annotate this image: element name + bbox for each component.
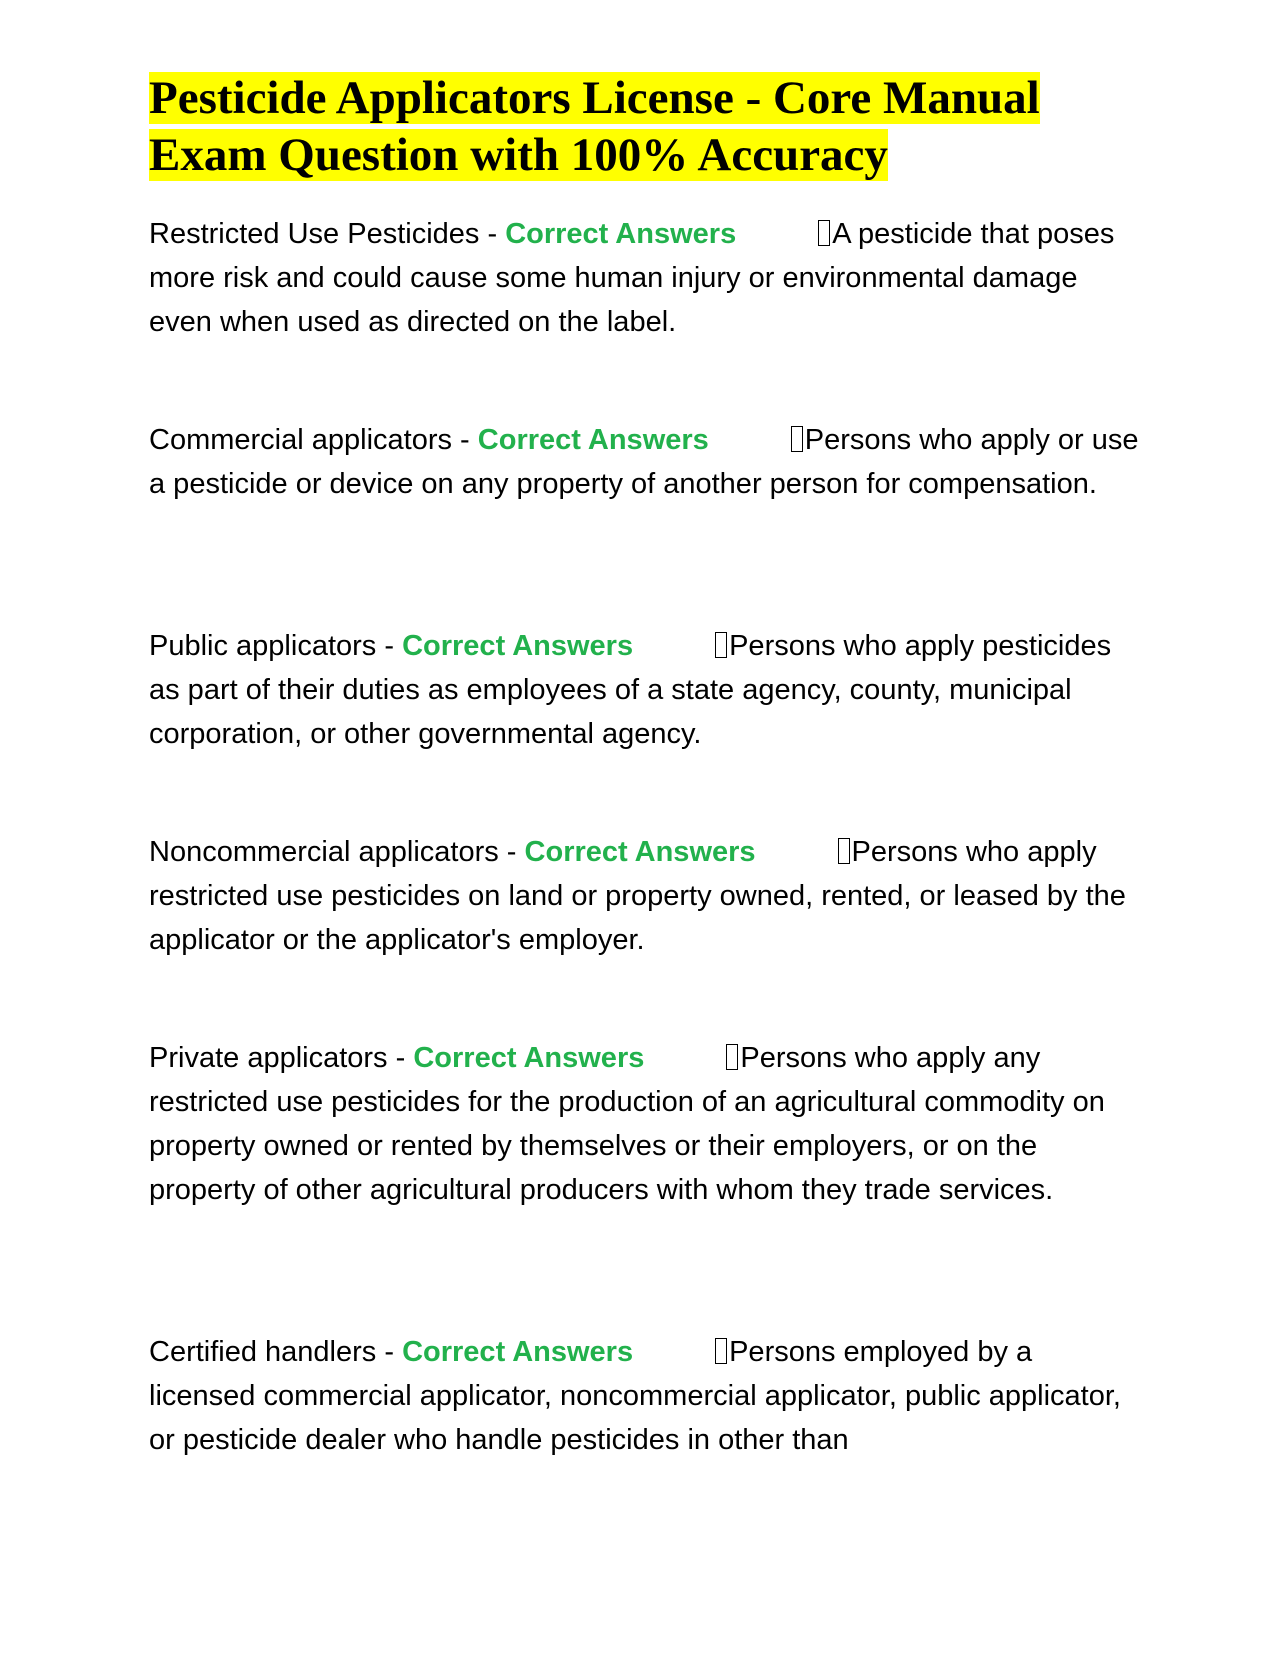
correct-answers-label: Correct Answers xyxy=(505,218,737,250)
entry-separator: - xyxy=(376,630,403,662)
entry-separator: - xyxy=(479,218,506,250)
entry-definition: Persons who apply restricted use pesticides on land or property owned, rented, or leased by the applicator or the applicator's employer. xyxy=(149,836,1126,956)
entry-definition: Persons who apply or use a pesticide or device on any property of another person for compensation. xyxy=(149,424,1139,500)
entry-term: Public applicators xyxy=(149,630,377,662)
missing-glyph-icon xyxy=(726,1044,738,1070)
missing-glyph-icon xyxy=(715,1338,727,1364)
correct-answers-label: Correct Answers xyxy=(402,630,634,662)
entry-term: Private applicators xyxy=(149,1042,388,1074)
correct-answers-label: Correct Answers xyxy=(477,424,709,456)
entry-separator: - xyxy=(376,1336,403,1368)
correct-answers-label: Correct Answers xyxy=(524,836,756,868)
entry-separator: - xyxy=(452,424,478,456)
entry-term: Noncommercial applicators xyxy=(149,836,499,868)
missing-glyph-icon xyxy=(715,632,727,658)
qa-entry xyxy=(149,830,1139,962)
missing-glyph-icon xyxy=(791,426,803,452)
qa-entry xyxy=(149,418,1139,506)
entry-definition: A pesticide that poses more risk and could cause some human injury or environmental damage even when used as directed on the label. xyxy=(149,218,1115,338)
entry-term: Commercial applicators xyxy=(149,424,452,456)
missing-glyph-icon xyxy=(818,220,830,246)
correct-answers-label: Correct Answers xyxy=(413,1042,645,1074)
entry-separator: - xyxy=(387,1042,414,1074)
correct-answers-label: Correct Answers xyxy=(402,1336,634,1368)
qa-entry xyxy=(149,212,1139,344)
entry-definition: Persons employed by a licensed commercial applicator, noncommercial applicator, public applicator, or pesticide dealer who handle pesticides in other than xyxy=(149,1336,1121,1456)
missing-glyph-icon xyxy=(838,838,850,864)
entry-term: Certified handlers xyxy=(149,1336,377,1368)
qa-entry xyxy=(149,1330,1139,1462)
entry-definition: Persons who apply any restricted use pesticides for the production of an agricultural commodity on property owned or rented by themselves or their employers, or on the property of other agricultural producers with whom they trade services. xyxy=(149,1042,1105,1206)
entry-term: Restricted Use Pesticides xyxy=(149,218,480,250)
qa-entry xyxy=(149,624,1139,756)
entry-definition: Persons who apply pesticides as part of their duties as employees of a state agency, county, municipal corporation, or other governmental agency. xyxy=(149,630,1112,750)
qa-entry xyxy=(149,1036,1139,1212)
title-highlight: Pesticide Applicators License - Core Manual Exam Question with 100% Accuracy xyxy=(149,72,1040,181)
entry-separator: - xyxy=(498,836,525,868)
document-title xyxy=(149,70,1149,184)
